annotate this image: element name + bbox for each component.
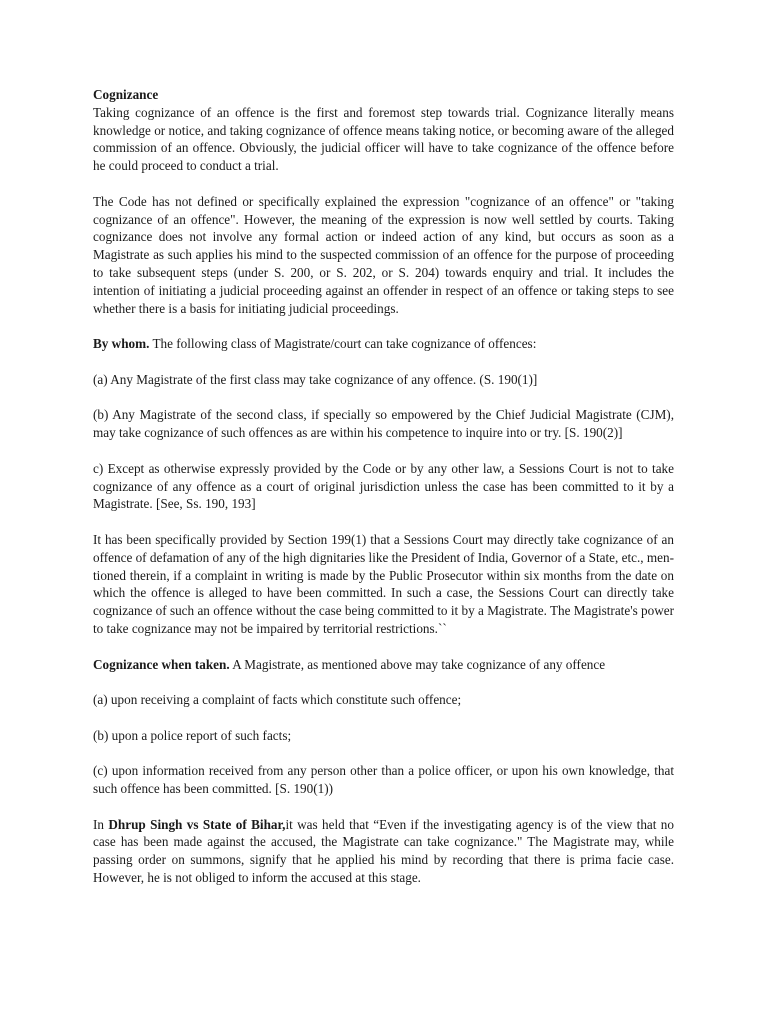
case-name: Dhrup Singh vs State of Bihar, — [108, 816, 286, 832]
by-whom-text: The following class of Magistrate/court can take cognizance of offences: — [149, 336, 537, 352]
paragraph-section-199: It has been specifically provided by Section 199(1) that a Sessions Court may directly take cognizance of an offence of defamation of any of the high dignitaries like the President of India, Governor of a State, etc., men- tioned therein, if a complaint in writing is made by the Public Prosecutor within six months from the date on which the offence is alleged to have been committed. In such a case, the Sessions Court can directly take cognizance of such an offence without the case being committed to it by a Magistrate. The Magistrate's power to take cognizance may not be impaired by territorial restrictions.`` — [93, 531, 674, 636]
when-taken-text: A Magistrate, as mentioned above may take cognizance of any offence — [229, 656, 606, 672]
paragraph-when-taken — [93, 656, 674, 674]
paragraph-by-whom — [93, 335, 674, 353]
when-item-information: (c) upon information received from any person other than a police officer, or upon his own knowledge, that such offence has been committed. [S. 190(1)) — [93, 763, 674, 797]
when-taken-label: Cognizance when taken. — [93, 656, 230, 672]
item-sessions-court: c) Except as otherwise expressly provided by the Code or by any other law, a Sessions Court is not to take cognizance of any offence as a court of original jurisdiction unless the case has been committed to it by a Magistrate. [See, Ss. 190, 193] — [93, 460, 674, 512]
paragraph-case-law — [93, 816, 674, 887]
case-text: it was held that “Even if the investigating agency is of the view that no case has been made against the accused, the Magistrate can take cognizance." The Magistrate may, while passing order on summons, signify that he applied his mind by recording that there is prima facie case. However, he is not obliged to inform the accused at this stage. — [93, 816, 674, 886]
item-second-class: (b) Any Magistrate of the second class, if specially so empowered by the Chief Judicial Magistrate (CJM), may take cognizance of such offences as are within his competence to inquire into or try. [S. 190(2)] — [93, 407, 674, 441]
when-item-police-report: (b) upon a police report of such facts; — [93, 727, 292, 743]
by-whom-label: By whom. — [93, 336, 150, 352]
document-page — [93, 86, 674, 905]
section-heading: Cognizance — [93, 87, 159, 102]
case-prefix: In — [93, 816, 109, 832]
item-first-class: (a) Any Magistrate of the first class may take cognizance of any offence. (S. 190(1)] — [93, 371, 538, 387]
when-item-complaint: (a) upon receiving a complaint of facts which constitute such offence; — [93, 692, 462, 708]
paragraph-code-explanation: The Code has not defined or specifically explained the expression "cognizance of an offence" or "taking cognizance of an offence". However, the meaning of the expression is now well settled by courts. Taking cognizance does not involve any formal action or indeed action of any kind, but occurs as soon as a Magistrate as such applies his mind to the suspected commission of an offence for the purpose of proceeding to take subsequent steps (under S. 200, or S. 202, or S. 204) towards enquiry and trial. It includes the intention of initiating a judicial proceeding against an offender in respect of an offence or taking steps to see whether there is a basis for initiating judicial proceedings. — [93, 193, 674, 316]
paragraph-definition: Taking cognizance of an offence is the first and foremost step towards trial. Cognizance literally means knowledge or notice, and taking cognizance of offence means taking notice, or becoming aware of the alleged commission of an offence. Obviously, the judicial officer will have to take cognizance of the offence before he could proceed to conduct a trial. — [93, 104, 674, 174]
